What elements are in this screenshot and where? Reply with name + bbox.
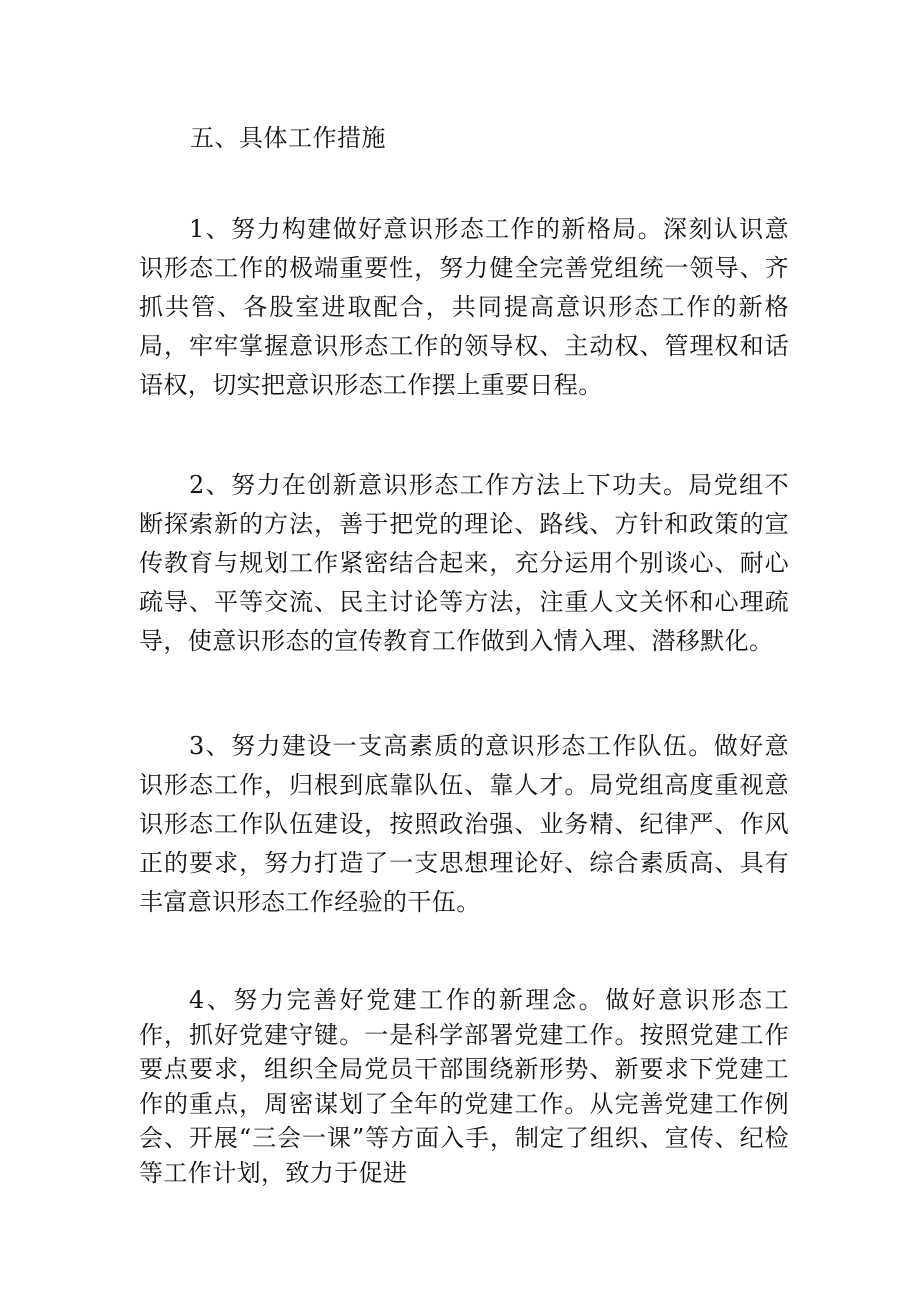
paragraph-4: 4、努力完善好党建工作的新理念。做好意识形态工作，抓好党建守键。一是科学部署党建工作。按照党建工作要点要求，组织全局党员干部围绕新形势、新要求下党建工作的重点，周密谋划了全年的党建工作。从完善党建工作例会、开展“三会一课”等方面入手，制定了组织、宣传、纪检等工作计划，致力于促进 [139, 986, 789, 1187]
section-heading: 五、具体工作措施 [190, 124, 386, 152]
paragraph-1: 1、努力构建做好意识形态工作的新格局。深刻认识意识形态工作的极端重要性，努力健全完善党组统一领导、齐抓共管、各股室进取配合，共同提高意识形态工作的新格局，牢牢掌握意识形态工作的领导权、主动权、管理权和话语权，切实把意识形态工作摆上重要日程。 [139, 215, 789, 399]
paragraph-3: 3、努力建设一支高素质的意识形态工作队伍。做好意识形态工作，归根到底靠队伍、靠人才。局党组高度重视意识形态工作队伍建设，按照政治强、业务精、纪律严、作风正的要求，努力打造了一支思想理论好、综合素质高、具有丰富意识形态工作经验的干伍。 [139, 732, 789, 916]
paragraph-2: 2、努力在创新意识形态工作方法上下功夫。局党组不断探索新的方法，善于把党的理论、路线、方针和政策的宣传教育与规划工作紧密结合起来，充分运用个别谈心、耐心疏导、平等交流、民主讨论等方法，注重人文关怀和心理疏导，使意识形态的宣传教育工作做到入情入理、潜移默化。 [139, 471, 789, 655]
